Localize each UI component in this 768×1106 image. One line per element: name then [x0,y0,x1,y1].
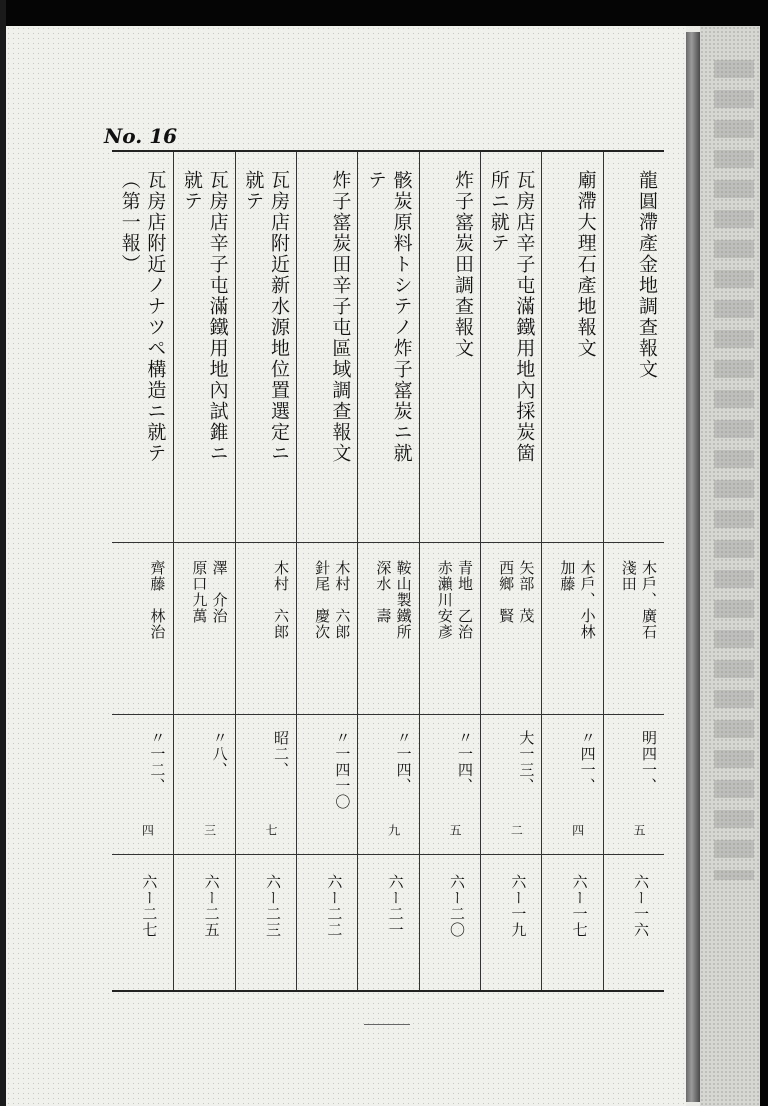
report-date: 大一三、 [517,730,536,794]
report-date: 〃一二、 [148,730,167,794]
table-column [112,152,173,990]
report-title: 瓦房店附近ノナツペ構造ニ就テ （第一報） [118,170,167,464]
report-page: 六ー二七 [140,874,159,938]
report-page: 六ー二五 [202,874,221,938]
report-page: 六ー二二 [325,874,344,938]
report-date-month: 五 [447,824,462,838]
report-date-month: 四 [140,824,155,838]
report-authors: 澤 介治 原口九萬 [190,560,229,624]
report-date-month: 九 [386,824,401,838]
report-title: 廟滯大理石產地報文 [574,170,597,359]
adjacent-page-bleed [714,60,754,880]
report-date-month: 七 [263,824,278,838]
report-title: 骸炭原料トシテノ炸子窰炭ニ就 テ [365,170,413,464]
table-column [480,152,542,990]
table-column [296,152,358,990]
report-date-month: 五 [631,824,646,838]
report-page: 六ー二〇 [447,874,466,938]
table-column [419,152,481,990]
bottom-mark [364,1024,410,1026]
report-date: 昭二、 [271,730,290,778]
report-page: 六ー二一 [386,874,405,938]
report-title: 瓦房店附近新水源地位置選定ニ 就テ [242,170,290,464]
table-column [603,152,665,990]
report-authors: 木戶、廣石 淺田 [619,560,658,640]
report-authors: 青地 乙治 赤瀨川安彥 [435,560,474,640]
report-date-month: 二 [509,824,524,838]
table-column [357,152,419,990]
page-number: No. 16 [104,124,178,148]
report-date: 〃一四一〇 [333,730,352,810]
report-page: 六ー一六 [631,874,650,938]
report-date-month: 三 [202,824,217,838]
report-date-month: 四 [570,824,585,838]
report-title: 瓦房店辛子屯滿鐵用地內採炭箇 所ニ就テ [487,170,536,464]
scan-border-right [760,0,768,1106]
table-column [173,152,235,990]
report-title: 炸子窰炭田調查報文 [451,170,474,359]
report-date: 〃一四、 [394,730,413,794]
report-authors: 木戶、小林 加藤 [558,560,597,640]
catalog-table [112,150,664,992]
report-title: 炸子窰炭田辛子屯區域調查報文 [329,170,352,464]
report-date: 明四一、 [639,730,658,794]
report-date: 〃四一、 [578,730,597,794]
report-title: 瓦房店辛子屯滿鐵用地內試錐ニ 就テ [181,170,229,464]
table-column [235,152,297,990]
scan-border-top [0,0,768,26]
report-authors: 木村 六郎 針尾 慶次 [313,560,352,640]
binding-spine [686,32,700,1102]
report-date: 〃一四、 [455,730,474,794]
report-title: 龍圓滯產金地調查報文 [635,170,658,380]
report-authors: 木村 六郎 [271,560,290,640]
report-page: 六ー二三 [263,874,282,938]
report-page: 六ー一七 [570,874,589,938]
report-page: 六ー一九 [509,874,528,938]
report-authors: 矢部 茂 西鄉 賢 [497,560,536,624]
report-authors: 鞍山製鐵所 深水 壽 [374,560,413,640]
table-column [541,152,603,990]
report-authors: 齊藤 林治 [148,560,167,640]
report-date: 〃八、 [210,730,229,778]
